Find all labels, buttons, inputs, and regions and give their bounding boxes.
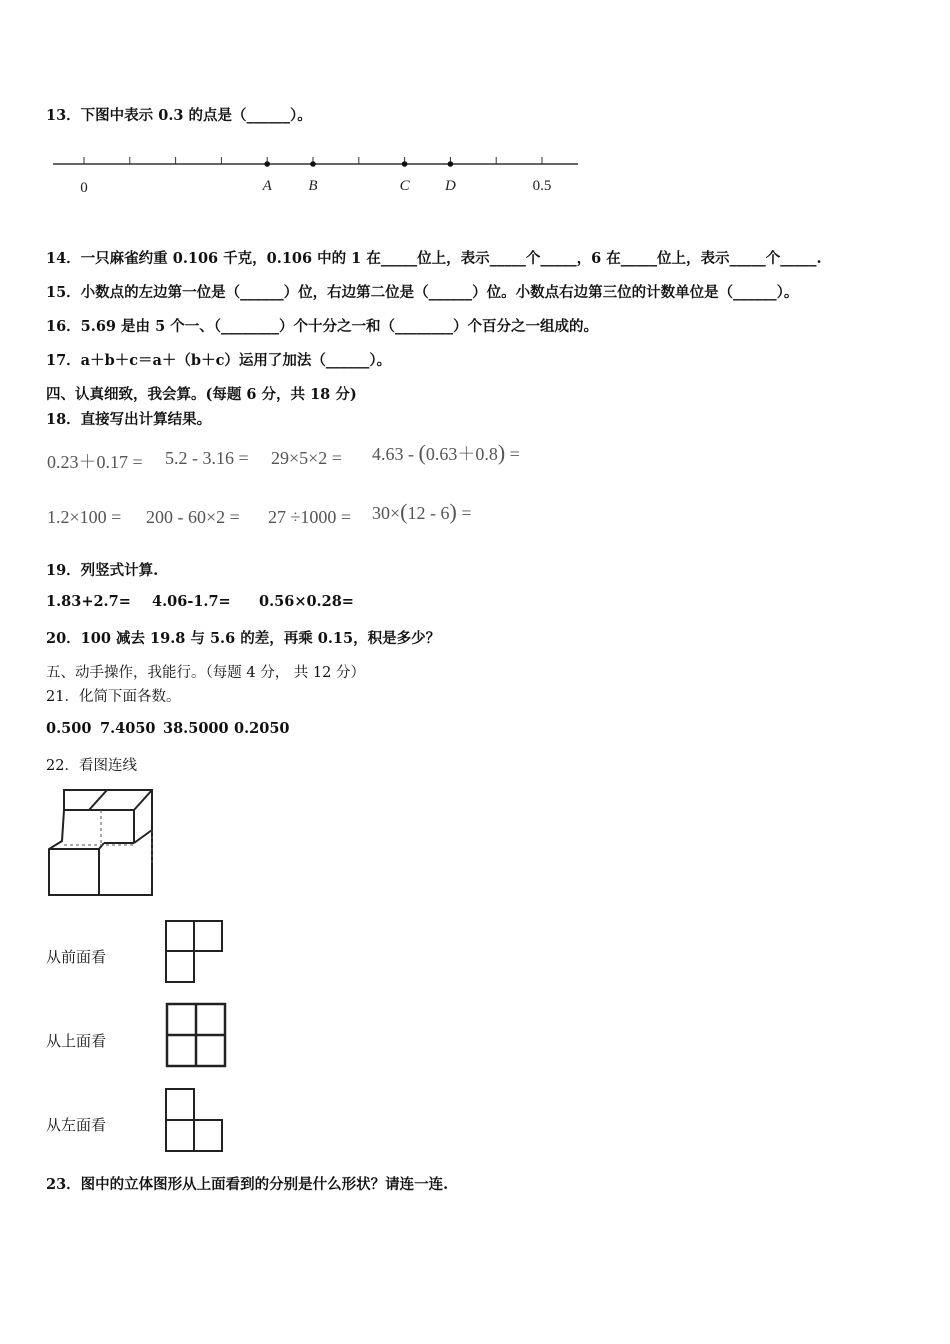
question-18: 18．直接写出计算结果。 (46, 411, 212, 428)
number-line-point (310, 161, 316, 167)
number-line-point (264, 161, 270, 167)
number-line-label-0: 0 (80, 180, 88, 196)
calc-item: 0.23＋0.17 = (47, 452, 143, 472)
question-23: 23．图中的立体图形从上面看到的分别是什么形状？请连一连. (46, 1176, 449, 1193)
question-16: 16．5.69 是由 5 个一、（________）个十分之一和（________）个百分之一组成的。 (46, 318, 598, 335)
solid-figure (44, 785, 160, 905)
calc-item: 5.2 - 3.16 = (165, 448, 249, 468)
question-20: 20．100 减去 19.8 与 5.6 的差，再乘 0.15，积是多少？ (46, 630, 441, 647)
top-view-figure (163, 1000, 231, 1070)
number-line-point (402, 161, 408, 167)
question-13: 13．下图中表示 0.3 的点是（______）。 (46, 107, 312, 124)
view-label-top: 从上面看 (46, 1032, 107, 1050)
calc-item: 30×(12 - 6) = (372, 499, 472, 524)
number-line-point-label: D (444, 178, 456, 194)
question-15: 15．小数点的左边第一位是（______）位，右边第二位是（______）位。小数点右边第三位的计数单位是（______）。 (46, 284, 799, 301)
question-19: 19．列竖式计算. (46, 562, 159, 579)
number-line-point-label: B (308, 178, 318, 194)
number-line-point-label: A (262, 178, 272, 194)
q19-item: 4.06-1.7= (152, 593, 231, 610)
question-17: 17．a＋b＋c＝a＋（b＋c）运用了加法（______）。 (46, 352, 392, 369)
left-view-figure (162, 1086, 226, 1156)
calc-item: 200 - 60×2 = (146, 507, 240, 527)
q21-item: 0.500 (46, 720, 92, 737)
number-line-point-label: C (399, 178, 410, 194)
section-5-heading: 五、动手操作，我能行。（每题 4 分， 共 12 分） (46, 665, 365, 681)
q21-item: 7.4050 (100, 720, 156, 737)
q21-item: 0.2050 (234, 720, 290, 737)
question-14: 14．一只麻雀约重 0.106 千克，0.106 中的 1 在_____位上，表示_____个_____，6 在_____位上，表示_____个_____. (46, 250, 822, 267)
calc-item: 27 ÷1000 = (268, 507, 352, 527)
view-label-front: 从前面看 (46, 948, 107, 966)
section-4-heading: 四、认真细致，我会算。(每题 6 分，共 18 分) (46, 386, 357, 403)
q19-item: 0.56×0.28= (259, 593, 354, 610)
q19-item: 1.83+2.7= (46, 593, 131, 610)
calc-item: 29×5×2 = (271, 448, 342, 468)
front-view-figure (162, 918, 226, 986)
calc-item: 4.63 - (0.63＋0.8) = (372, 440, 520, 465)
view-label-left: 从左面看 (46, 1116, 107, 1134)
number-line (40, 140, 600, 210)
q21-item: 38.5000 (163, 720, 229, 737)
number-line-point (448, 161, 454, 167)
question-21: 21．化简下面各数。 (46, 689, 181, 705)
calc-item: 1.2×100 = (47, 507, 122, 527)
number-line-label-end: 0.5 (532, 178, 552, 194)
question-22: 22．看图连线 (46, 758, 137, 774)
